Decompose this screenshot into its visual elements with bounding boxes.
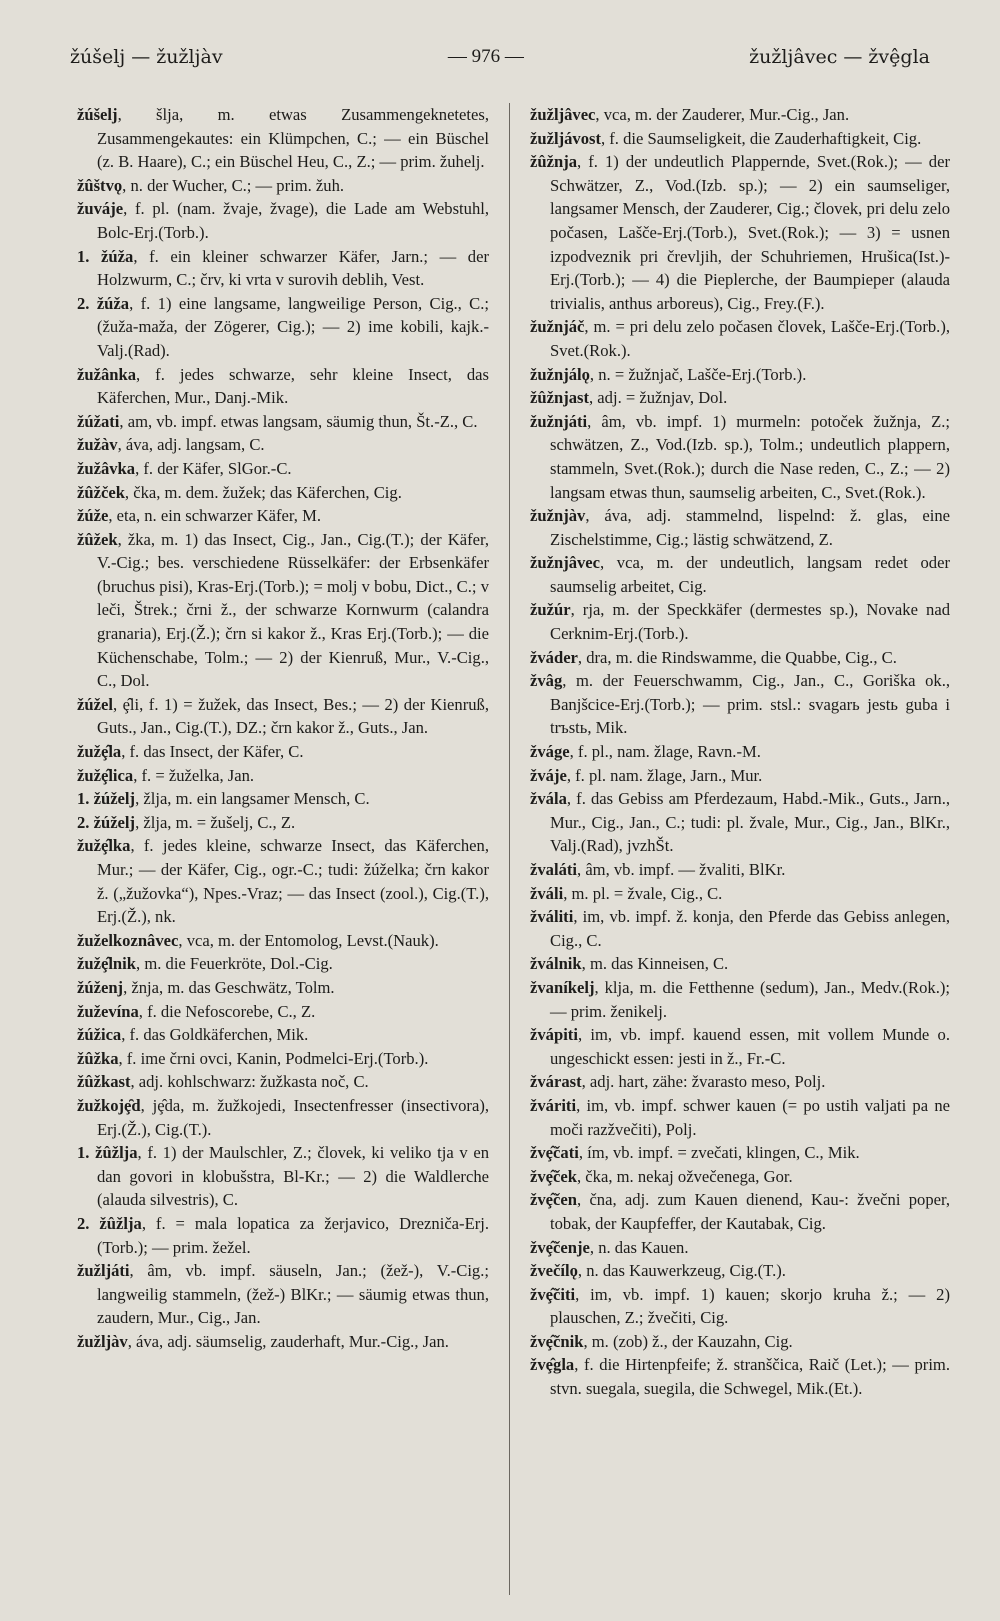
dictionary-entry xyxy=(77,1141,489,1212)
entry-definition: , f. der Käfer, SlGor.-C. xyxy=(135,458,292,478)
dictionary-entry xyxy=(77,103,489,174)
dictionary-entry xyxy=(77,976,489,1000)
entry-definition: , f. die Nefoscorebe, C., Z. xyxy=(138,1001,316,1021)
entry-headword: žužljávost xyxy=(530,128,601,148)
entry-definition: , žlja, m. ein langsamer Mensch, C. xyxy=(135,789,370,809)
dictionary-entry xyxy=(77,811,489,835)
entry-definition: , adj. kohlschwarz: žužkasta noč, C. xyxy=(130,1072,369,1092)
dictionary-entry xyxy=(530,1188,950,1235)
dictionary-entry xyxy=(77,363,489,410)
entry-headword: 2. žúža xyxy=(77,293,130,313)
entry-definition: , f. 1) der undeutlich Plappernde, Svet.(Rok.); — der Schwätzer, Z., Vod.(Izb. sp.); — 2) ein saumseliger, langsamer Mensch, der Zauderer, Cig.; človek, pri delu zelo počasen, Lašče-Erj.(Torb.), Svet.(Rok.); — 3) = usnen izpodveznik pri črevljih, der Schuhriemen, Hrušica(Ist.)-Erj.(Torb.); — 4) die Pieplerche, der Baumpieper (alauda trivialis, anthus arboreus), Cig., Frey.(F.). xyxy=(550,152,950,313)
entry-headword: žuževína xyxy=(77,1001,139,1021)
dictionary-entry xyxy=(530,740,950,764)
entry-headword: žvȩ̂čati xyxy=(530,1143,579,1163)
dictionary-entry xyxy=(530,1141,950,1165)
dictionary-entry xyxy=(77,740,489,764)
dictionary-entry xyxy=(77,1023,489,1047)
entry-headword: žužnjâvec xyxy=(530,553,601,573)
entry-headword: žužȩ̂la xyxy=(77,742,122,762)
dictionary-entry xyxy=(77,693,489,740)
dictionary-entry xyxy=(530,1330,950,1354)
entry-headword: žûžek xyxy=(77,529,118,549)
dictionary-entry xyxy=(530,764,950,788)
dictionary-entry xyxy=(77,1047,489,1071)
header-right-guideword: žužljâvec — žvȩ̂gla xyxy=(749,46,930,68)
entry-headword: žuželkoznâvec xyxy=(77,930,179,950)
entry-headword: 1. žúža xyxy=(77,246,134,266)
dictionary-entry xyxy=(530,103,950,127)
dictionary-entry xyxy=(77,1212,489,1259)
entry-definition: , eta, n. ein schwarzer Käfer, M. xyxy=(108,506,321,526)
entry-headword: žûžnja xyxy=(530,152,578,172)
entry-headword: žužnjàv xyxy=(530,506,586,526)
header-left-guideword: žúšelj — žužljàv xyxy=(70,46,223,68)
dictionary-entry xyxy=(530,1165,950,1189)
entry-definition: , f. jedes kleine, schwarze Insect, das Käferchen, Mur.; — der Käfer, Cig., ogr.-C.; tudi: žúželka; črn kakor ž. („žužovka“), Npes.-Vraz; — das Insect (zool.), Cig.(T.), Erj.(Ž.), nk. xyxy=(97,836,489,927)
entry-definition: , f. = žuželka, Jan. xyxy=(133,765,255,785)
dictionary-entry xyxy=(530,1023,950,1070)
entry-definition: , f. pl. (nam. žvaje, žvage), die Lade am Webstuhl, Bolc-Erj.(Torb.). xyxy=(97,199,489,242)
entry-headword: žúženj xyxy=(77,977,124,997)
entry-definition: , im, vb. impf. 1) kauen; skorjo kruha ž.; — 2) plauschen, Z.; žvečiti, Cig. xyxy=(550,1284,950,1328)
dictionary-entry xyxy=(77,1330,489,1354)
entry-definition: , ím, vb. impf. = zvečati, klingen, C., Mik. xyxy=(578,1143,860,1163)
dictionary-entry xyxy=(530,127,950,151)
dictionary-entry xyxy=(530,150,950,315)
entry-definition: , f. jedes schwarze, sehr kleine Insect, das Käferchen, Mur., Danj.-Mik. xyxy=(97,364,489,408)
entry-definition: , čna, adj. zum Kauen dienend, Kau-: žvečni poper, tobak, der Kaupfeffer, der Kautabak, Cig. xyxy=(550,1190,950,1233)
entry-headword: žužnjáč xyxy=(530,317,585,337)
entry-definition: , dra, m. die Rindswamme, die Quabbe, Cig., C. xyxy=(577,647,897,667)
entry-headword: žûžnjast xyxy=(530,388,589,408)
dictionary-entry xyxy=(530,410,950,504)
dictionary-entry xyxy=(77,952,489,976)
dictionary-entry xyxy=(530,1236,950,1260)
dictionary-entry xyxy=(530,882,950,906)
entry-headword: žuváje xyxy=(77,199,124,219)
entry-headword: žvečílǫ xyxy=(530,1261,578,1281)
dictionary-entry xyxy=(530,976,950,1023)
entry-headword: žvaníkelj xyxy=(530,977,595,997)
entry-definition: , f. 1) eine langsame, langweilige Person, Cig., C.; (žuža-maža, der Zögerer, Cig.); — 2) ime kobili, kajk.-Valj.(Rad). xyxy=(97,293,489,360)
entry-definition: , n. das Kauen. xyxy=(589,1237,689,1257)
entry-definition: , n. = žužnjač, Lašče-Erj.(Torb.). xyxy=(589,364,807,384)
dictionary-entry xyxy=(530,646,950,670)
entry-definition: , f. das Gebiss am Pferdezaum, Habd.-Mik., Guts., Jarn., Mur., Cig., Jan., C.; tudi: pl. žvale, Mur., Cig., Jan., BlKr., Valj.(Rad), jvzhŠt. xyxy=(550,789,950,856)
entry-headword: žužâvka xyxy=(77,458,136,478)
dictionary-entry xyxy=(530,1259,950,1283)
entry-definition: , f. ime črni ovci, Kanin, Podmelci-Erj.(Torb.). xyxy=(118,1048,429,1068)
entry-definition: , f. die Hirtenpfeife; ž. stranščica, Raič (Let.); — prim. stvn. suegala, suegila, die Schwegel, Mik.(Et.). xyxy=(550,1355,950,1399)
entry-headword: žužàv xyxy=(77,435,118,455)
entry-definition: , âm, vb. impf. 1) murmeln: potoček žužnja, Z.; schwätzen, Z., Vod.(Izb. sp.), Tolm.; undeutlich plappern, stammeln, Svet.(Rok.); durch die Nase reden, C., Z.; — 2) langsam etwas thun, saumselig arbeiten, C., Svet.(Rok.). xyxy=(550,411,950,502)
dictionary-entry xyxy=(77,1000,489,1024)
dictionary-entry xyxy=(77,1094,489,1141)
dictionary-entry xyxy=(530,1353,950,1400)
dictionary-entry xyxy=(530,551,950,598)
entry-definition: , n. der Wucher, C.; — prim. žuh. xyxy=(122,175,345,195)
dictionary-entry xyxy=(77,433,489,457)
dictionary-entry xyxy=(530,952,950,976)
entry-headword: žvȩ̂čenje xyxy=(530,1237,590,1257)
entry-headword: žvȩ̂čiti xyxy=(530,1284,576,1304)
entry-definition: , áva, adj. langsam, C. xyxy=(117,435,265,455)
entry-definition: , m. das Kinneisen, C. xyxy=(581,954,729,974)
entry-definition: , rja, m. der Speckkäfer (dermestes sp.), Novake nad Cerknim-Erj.(Torb.). xyxy=(550,600,950,644)
entry-definition: , čka, m. nekaj ožvečenega, Gor. xyxy=(577,1166,793,1186)
entry-headword: žvápiti xyxy=(530,1025,578,1045)
entry-definition: , f. die Saumseligkeit, die Zauderhaftigkeit, Cig. xyxy=(600,128,922,148)
entry-headword: žûžkast xyxy=(77,1072,131,1092)
entry-definition: , âm, vb. impf. säuseln, Jan.; (žež-), V.-Cig.; langweilig stammeln, (žež-) BlKr.; — säumig etwas thun, zaudern, Mur., Cig., Jan. xyxy=(97,1261,489,1328)
dictionary-entry xyxy=(77,292,489,363)
page-number: — 976 — xyxy=(447,46,524,67)
dictionary-entry xyxy=(530,386,950,410)
entry-definition: , šlja, m. etwas Zusammengeknetetes, Zusammengekautes: ein Klümpchen, C.; — ein Büschel (z. B. Haare), C.; ein Büschel Heu, C., Z.; — prim. žuhelj. xyxy=(97,105,489,172)
entry-headword: žužnjáti xyxy=(530,411,588,431)
left-column xyxy=(77,103,489,1595)
entry-headword: žužkojȩ̑d xyxy=(77,1095,141,1115)
entry-headword: žvárast xyxy=(530,1072,582,1092)
entry-definition: , žnja, m. das Geschwätz, Tolm. xyxy=(123,977,335,997)
entry-headword: žváliti xyxy=(530,907,574,927)
entry-headword: žûžček xyxy=(77,482,125,502)
dictionary-entry xyxy=(77,245,489,292)
entry-headword: žváli xyxy=(530,883,564,903)
entry-headword: žválnik xyxy=(530,954,582,974)
right-column xyxy=(530,103,950,1595)
entry-definition: , f. = mala lopatica za žerjavico, Drezniča-Erj.(Torb.); — prim. žežel. xyxy=(97,1213,489,1257)
dictionary-entry xyxy=(77,929,489,953)
dictionary-entry xyxy=(530,1070,950,1094)
entry-definition: , žka, m. 1) das Insect, Cig., Jan., Cig.(T.); der Käfer, V.-Cig.; bes. verschiedene Rüsselkäfer: der Erbsenkäfer (bruchus pisi), Kras-Erj.(Torb.); = molj v bobu, Dict., C.; v leči, Štrek.; črni ž., der schwarze Kornwurm (calandra granaria), Erj.(Ž.); črn si kakor ž., Kras Erj.(Torb.); — die Küchenschabe, Tolm.; — 2) der Kienruß, Mur., V.-Cig., C., Dol. xyxy=(97,529,489,691)
entry-headword: žúžica xyxy=(77,1025,122,1045)
dictionary-entry xyxy=(530,669,950,740)
dictionary-entry xyxy=(530,1094,950,1141)
dictionary-entry xyxy=(77,410,489,434)
entry-definition: , am, vb. impf. etwas langsam, säumig thun, Št.-Z., C. xyxy=(119,411,478,431)
entry-definition: , adj. = žužnjav, Dol. xyxy=(589,388,728,408)
dictionary-entry xyxy=(77,197,489,244)
entry-definition: , im, vb. impf. ž. konja, den Pferde das Gebiss anlegen, Cig., C. xyxy=(550,907,950,950)
dictionary-entry xyxy=(77,457,489,481)
entry-definition: , vca, m. der Zauderer, Mur.-Cig., Jan. xyxy=(595,105,850,124)
entry-definition: , im, vb. impf. schwer kauen (= po ustih valjati pa ne moči razžvečiti), Polj. xyxy=(550,1095,950,1139)
dictionary-entry xyxy=(77,764,489,788)
entry-definition: , f. pl., nam. žlage, Ravn.-M. xyxy=(569,742,761,762)
entry-headword: žúšelj xyxy=(77,105,118,124)
dictionary-entry xyxy=(530,905,950,952)
entry-headword: žvála xyxy=(530,789,567,809)
column-divider xyxy=(509,103,510,1595)
entry-headword: žužȩ̂lnik xyxy=(77,954,137,974)
dictionary-entry xyxy=(530,504,950,551)
entry-definition: , áva, adj. säumselig, zauderhaft, Mur.-Cig., Jan. xyxy=(127,1331,449,1351)
dictionary-entry xyxy=(530,315,950,362)
entry-definition: , f. 1) der Maulschler, Z.; človek, ki veliko tja v en dan govori in klobušstra, Bl-Kr.; — 2) die Waldlerche (alauda silvestris), C. xyxy=(97,1143,489,1210)
entry-headword: žváje xyxy=(530,765,567,785)
page-header xyxy=(70,44,930,70)
dictionary-entry xyxy=(77,504,489,528)
entry-headword: žváge xyxy=(530,742,570,762)
entry-headword: 1. žúželj xyxy=(77,789,136,809)
entry-headword: žužljáti xyxy=(77,1261,130,1281)
entry-headword: žûštvǫ xyxy=(77,175,123,195)
entry-headword: 2. žûžlja xyxy=(77,1213,142,1233)
dictionary-entry xyxy=(77,1070,489,1094)
entry-definition: , im, vb. impf. kauend essen, mit vollem Munde o. ungeschickt essen: jesti in ž., Fr.-C. xyxy=(550,1025,950,1068)
entry-headword: žúžel xyxy=(77,694,113,714)
dictionary-entry xyxy=(77,1259,489,1330)
entry-definition: , f. pl. nam. žlage, Jarn., Mur. xyxy=(566,765,763,785)
entry-definition: , žlja, m. = žušelj, C., Z. xyxy=(135,812,296,832)
dictionary-entry xyxy=(77,787,489,811)
entry-definition: , m. = pri delu zelo počasen človek, Lašče-Erj.(Torb.), Svet.(Rok.). xyxy=(550,317,950,360)
entry-headword: žvaláti xyxy=(530,860,578,879)
entry-headword: žužȩ̂lka xyxy=(77,836,131,856)
entry-definition: , m. (zob) ž., der Kauzahn, Cig. xyxy=(583,1331,793,1351)
entry-headword: 2. žúželj xyxy=(77,812,136,832)
dictionary-entry xyxy=(530,787,950,858)
dictionary-entry xyxy=(77,481,489,505)
dictionary-entry xyxy=(530,1283,950,1330)
entry-definition: , m. der Feuerschwamm, Cig., Jan., C., Goriška ok., Banjšcice-Erj.(Torb.); — prim. stsl.: svagarь jestь guba i trъstь, Mik. xyxy=(550,671,950,738)
entry-definition: , klja, m. die Fetthenne (sedum), Jan., Medv.(Rok.); — prim. ženikelj. xyxy=(550,977,950,1021)
entry-definition: , f. das Insect, der Käfer, C. xyxy=(121,742,304,762)
entry-definition: , vca, m. der Entomolog, Levst.(Nauk). xyxy=(178,930,439,950)
entry-definition: , jȩ̂da, m. žužkojedi, Insectenfresser (insectivora), Erj.(Ž.), Cig.(T.). xyxy=(97,1095,489,1139)
entry-headword: žváder xyxy=(530,647,578,667)
entry-headword: žužnjálǫ xyxy=(530,364,590,384)
entry-definition: , áva, adj. stammelnd, lispelnd: ž. glas, eine Zischelstimme, Cig.; lästig schwätzend, Z. xyxy=(550,506,950,549)
entry-definition: , âm, vb. impf. — žvaliti, BlKr. xyxy=(577,860,786,879)
entry-headword: žužúr xyxy=(530,600,571,620)
entry-headword: žvȩ̂gla xyxy=(530,1355,575,1375)
dictionary-entry xyxy=(530,363,950,387)
entry-definition: , m. die Feuerkröte, Dol.-Cig. xyxy=(136,954,333,974)
entry-headword: žvȩ̂čnik xyxy=(530,1331,584,1351)
dictionary-entry xyxy=(530,858,950,882)
entry-definition: , ȩ̂li, f. 1) = žužek, das Insect, Bes.; — 2) der Kienruß, Guts., Jan., Cig.(T.), DZ.; črn kakor ž., Guts., Jan. xyxy=(97,694,489,738)
entry-headword: žužânka xyxy=(77,364,137,384)
entry-definition: , adj. hart, zähe: žvarasto meso, Polj. xyxy=(581,1072,826,1092)
entry-headword: žúžati xyxy=(77,411,120,431)
entry-headword: žužȩ̂lica xyxy=(77,765,134,785)
entry-definition: , čka, m. dem. žužek; das Käferchen, Cig. xyxy=(124,482,402,502)
entry-headword: žvȩ̂čen xyxy=(530,1190,577,1210)
dictionary-entry xyxy=(77,834,489,928)
entry-headword: žúže xyxy=(77,506,109,526)
entry-headword: žužljàv xyxy=(77,1331,128,1351)
entry-definition: , f. ein kleiner schwarzer Käfer, Jarn.; — der Holzwurm, C.; črv, ki vrta v surovih deblih, Vest. xyxy=(97,246,489,290)
entry-headword: žváriti xyxy=(530,1095,577,1115)
entry-definition: , vca, m. der undeutlich, langsam redet oder saumselig arbeitet, Cig. xyxy=(550,553,950,596)
dictionary-entry xyxy=(530,598,950,645)
entry-headword: 1. žûžlja xyxy=(77,1143,138,1163)
entry-headword: žûžka xyxy=(77,1048,119,1068)
entry-definition: , m. pl. = žvale, Cig., C. xyxy=(563,883,723,903)
entry-headword: žvâg xyxy=(530,671,563,691)
entry-definition: , n. das Kauwerkzeug, Cig.(T.). xyxy=(577,1261,786,1281)
entry-headword: žužljâvec xyxy=(530,105,596,124)
dictionary-entry xyxy=(77,174,489,198)
entry-headword: žvȩ̂ček xyxy=(530,1166,577,1186)
entry-definition: , f. das Goldkäferchen, Mik. xyxy=(121,1025,309,1045)
dictionary-entry xyxy=(77,528,489,693)
